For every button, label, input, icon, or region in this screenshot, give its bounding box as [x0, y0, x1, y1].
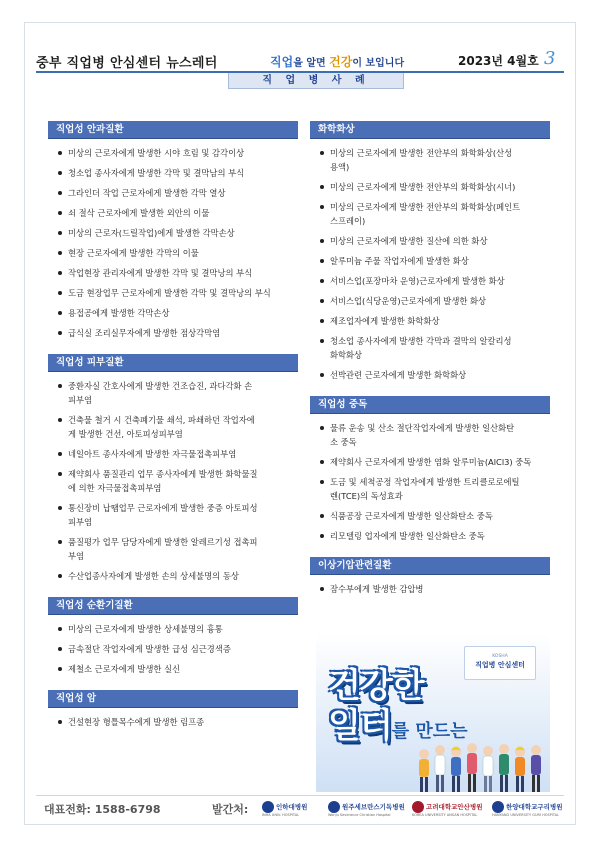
case-item-text: 건축물 철거 시 건축폐기물 쇄석, 파쇄하던 작업자에 — [68, 415, 255, 425]
case-item — [56, 286, 298, 300]
bullet-icon — [320, 480, 324, 484]
worker-figure — [451, 747, 461, 793]
case-item-text: 식품공장 근로자에게 발생한 일산화탄소 중독 — [330, 511, 493, 521]
logo-text: 직업병 안심센터 — [475, 661, 525, 669]
contact-phone: 대표전화: 1588-6798 — [44, 803, 161, 816]
case-item — [318, 274, 550, 288]
bullet-icon — [320, 587, 324, 591]
case-item — [56, 306, 298, 320]
case-item — [56, 226, 298, 240]
banner-line-1: 건강한 — [328, 666, 424, 706]
case-item-text: 품질평가 업무 담당자에게 발생한 알레르기성 접촉피 — [68, 537, 258, 547]
case-item — [318, 582, 550, 596]
case-item-text: 네일아트 종사자에게 발생한 자극물접촉피부염 — [68, 449, 237, 459]
section-title: 직 업 병 사 례 — [228, 73, 404, 89]
center-logo — [464, 646, 536, 680]
case-item — [56, 379, 298, 407]
case-item — [318, 334, 550, 362]
bullet-icon — [58, 667, 62, 671]
case-item-text: 피부염 — [68, 517, 93, 527]
bullet-icon — [320, 373, 324, 377]
workers-illustration — [414, 740, 550, 792]
case-item-text: 미상의 근로자에게 발생한 전안부의 화학화상(산성 — [330, 148, 513, 158]
case-item — [56, 642, 298, 656]
case-item-text: 게 발생한 건선, 아토피성피부염 — [68, 429, 183, 439]
case-item-text: 중환자실 간호사에게 발생한 건조습진, 과다각화 손 — [68, 381, 253, 391]
case-item — [318, 234, 550, 248]
bullet-icon — [58, 151, 62, 155]
case-item — [318, 475, 550, 503]
section-header: 직업성 안과질환 — [48, 121, 298, 139]
case-item-text: 서비스업(포장마차 운영)근로자에게 발생한 화상 — [330, 276, 505, 286]
campaign-banner — [316, 634, 550, 792]
case-item — [56, 266, 298, 280]
case-item-text: 건설현장 형틀목수에게 발생한 림프종 — [68, 717, 205, 727]
case-item-text: 알루미늄 주물 작업자에게 발생한 화상 — [330, 256, 469, 266]
case-item-text: 미상의 근로자에게 발생한 전안부의 화학화상(시너) — [330, 182, 516, 192]
section-header: 화학화상 — [310, 121, 550, 139]
bullet-icon — [320, 259, 324, 263]
worker-figure — [499, 744, 509, 792]
case-item-text: 그라인더 작업 근로자에게 발생한 각막 열상 — [68, 188, 226, 198]
bullet-icon — [58, 720, 62, 724]
case-item — [56, 186, 298, 200]
bullet-icon — [58, 627, 62, 631]
case-item — [56, 326, 298, 340]
bullet-icon — [58, 418, 62, 422]
case-item-text: 급식실 조리실무자에게 발생한 점상각막염 — [68, 328, 221, 338]
case-item — [56, 146, 298, 160]
banner-line-2-tail: 를 만드는 — [391, 721, 468, 742]
hospital-name: 고려대학교안산병원 — [426, 803, 483, 811]
case-item — [318, 180, 550, 194]
case-item-text: 리모델링 업자에게 발생한 일산화탄소 중독 — [330, 531, 485, 541]
case-item — [56, 413, 298, 441]
newsletter-title: 중부 직업병 안심센터 뉴스레터 — [36, 56, 218, 71]
case-item-text: 미상의 근로자에게 발생한 전안부의 화학화상(페인트 — [330, 202, 521, 212]
bullet-icon — [58, 331, 62, 335]
case-item — [318, 509, 550, 523]
case-item-text: 화학화상 — [330, 350, 363, 360]
case-item-text: 제조업자에게 발생한 화학화상 — [330, 316, 440, 326]
bullet-icon — [58, 251, 62, 255]
hospital-name-en: Wonju Severance Christian Hospital — [328, 813, 391, 817]
bullet-icon — [58, 311, 62, 315]
case-item-text: 미상의 근로자에게 발생한 시야 흐림 및 감각이상 — [68, 148, 245, 158]
bullet-icon — [58, 231, 62, 235]
bullet-icon — [58, 472, 62, 476]
case-item — [56, 715, 298, 729]
case-item-text: 도금 및 세척공정 작업자에게 발생한 트리클로로에틸 — [330, 477, 520, 487]
case-item-text: 작업현장 관리자에게 발생한 각막 및 결막낭의 부식 — [68, 268, 253, 278]
footer-divider — [36, 795, 564, 796]
logo-org: KOSHA — [492, 654, 508, 659]
case-item-text: 물류 운송 및 산소 절단작업자에게 발생한 일산화탄 — [330, 423, 515, 433]
hospital-logo — [492, 801, 563, 819]
case-item-text: 피부염 — [68, 395, 93, 405]
issue-date: 2023년 4월호 — [458, 54, 539, 68]
section-header: 직업성 순환기질환 — [48, 597, 298, 615]
bullet-icon — [320, 460, 324, 464]
hospital-name: 한양대학교구리병원 — [506, 803, 563, 811]
case-item — [318, 200, 550, 228]
case-item-text: 부염 — [68, 551, 85, 561]
bullet-icon — [320, 514, 324, 518]
bullet-icon — [320, 319, 324, 323]
case-item — [318, 421, 550, 449]
bullet-icon — [58, 191, 62, 195]
case-item — [56, 501, 298, 529]
case-item-text: 수산업종사자에게 발생한 손의 상세불명의 동상 — [68, 571, 239, 581]
case-item — [56, 535, 298, 563]
hospital-name: 인하대병원 — [276, 803, 308, 811]
case-item-text: 용액) — [330, 162, 350, 172]
hospital-emblem-icon — [492, 801, 504, 813]
slogan-keyword-1: 직업 — [270, 55, 294, 69]
case-item — [318, 294, 550, 308]
publisher-label: 발간처: — [212, 803, 249, 816]
case-item-text: 제약회사 품질관리 업무 종사자에게 발생한 화학물질 — [68, 469, 258, 479]
bullet-icon — [320, 339, 324, 343]
hospital-emblem-icon — [412, 801, 424, 813]
hospital-logo — [412, 801, 483, 819]
bullet-icon — [320, 299, 324, 303]
worker-figure — [483, 746, 493, 792]
slogan — [270, 53, 404, 70]
case-item-text: 서비스업(식당운영)근로자에게 발생한 화상 — [330, 296, 487, 306]
hospital-name-en: INHA UNIV. HOSPITAL — [262, 813, 300, 817]
worker-figure — [419, 749, 429, 792]
case-item — [318, 314, 550, 328]
hospital-logo — [262, 801, 307, 819]
hospital-logo — [328, 801, 405, 819]
case-item — [56, 246, 298, 260]
case-item-text: 통신장비 납땜업무 근로자에게 발생한 중증 아토피성 — [68, 503, 258, 513]
case-item — [318, 529, 550, 543]
case-item — [56, 467, 298, 495]
banner-line-2-main: 일터 — [328, 706, 392, 746]
hospital-emblem-icon — [328, 801, 340, 813]
case-item-text: 미상의 근로자(드릴작업)에게 발생한 각막손상 — [68, 228, 235, 238]
bullet-icon — [58, 452, 62, 456]
section-header: 직업성 암 — [48, 690, 298, 708]
case-item — [56, 447, 298, 461]
case-item — [318, 254, 550, 268]
case-item-text: 제약회사 근로자에게 발생한 염화 알루미늄(AlCl3) 중독 — [330, 457, 532, 467]
bullet-icon — [58, 506, 62, 510]
case-item — [56, 662, 298, 676]
case-item — [56, 569, 298, 583]
worker-figure — [467, 743, 477, 792]
case-item-text: 용접공에게 발생한 각막손상 — [68, 308, 170, 318]
case-item-text: 청소업 종사자에게 발생한 각막 및 결막남의 부식 — [68, 168, 245, 178]
section-header: 이상기압관련질환 — [310, 557, 550, 575]
bullet-icon — [320, 534, 324, 538]
case-item — [318, 455, 550, 469]
case-item-text: 에 의한 자극물접촉피부염 — [68, 483, 162, 493]
case-item-text: 제철소 근로자에게 발생한 실신 — [68, 664, 181, 674]
hospital-name: 원주세브란스기독병원 — [342, 803, 405, 811]
case-item-text: 쇠 절삭 근로자에게 발생한 외안의 이물 — [68, 208, 210, 218]
case-item-text: 선박관련 근로자에게 발생한 화학화상 — [330, 370, 467, 380]
bullet-icon — [320, 279, 324, 283]
slogan-mid: 을 알면 — [293, 58, 330, 69]
bullet-icon — [320, 239, 324, 243]
case-item — [56, 622, 298, 636]
section-header: 직업성 중독 — [310, 396, 550, 414]
case-item-text: 렌(TCE)의 독성효과 — [330, 491, 403, 501]
case-item-text: 현장 근로자에게 발생한 각막의 이물 — [68, 248, 199, 258]
bullet-icon — [58, 211, 62, 215]
bullet-icon — [58, 384, 62, 388]
case-item — [318, 368, 550, 382]
bullet-icon — [320, 426, 324, 430]
case-item-text: 도금 현장업무 근로자에게 발생한 각막 및 결막낭의 부식 — [68, 288, 271, 298]
page-number: 3 — [544, 48, 556, 69]
case-item-text: 소 중독 — [330, 437, 357, 447]
worker-figure — [515, 747, 525, 793]
bullet-icon — [58, 574, 62, 578]
case-item — [56, 206, 298, 220]
hospital-emblem-icon — [262, 801, 274, 813]
slogan-end: 이 보입니다 — [352, 58, 405, 69]
bullet-icon — [58, 647, 62, 651]
bullet-icon — [320, 205, 324, 209]
hospital-name-en: KOREA UNIVERSITY ANSAN HOSPITAL — [412, 813, 478, 817]
hospital-name-en: HANYANG UNIVERSITY GURI HOSPITAL — [492, 813, 560, 817]
case-item-text: 잠수부에게 발생한 감압병 — [330, 584, 424, 594]
worker-figure — [531, 745, 541, 792]
bullet-icon — [58, 291, 62, 295]
bullet-icon — [58, 271, 62, 275]
bullet-icon — [320, 151, 324, 155]
bullet-icon — [320, 185, 324, 189]
case-item — [56, 166, 298, 180]
newsletter-header — [36, 50, 564, 72]
section-header: 직업성 피부질환 — [48, 354, 298, 372]
bullet-icon — [58, 171, 62, 175]
case-item-text: 미상의 근로자에게 발생한 상세불명의 흉통 — [68, 624, 223, 634]
worker-figure — [435, 745, 445, 792]
case-item — [318, 146, 550, 174]
slogan-keyword-2: 건강 — [329, 55, 353, 69]
case-item-text: 미상의 근로자에게 발생한 질산에 의한 화상 — [330, 236, 488, 246]
bullet-icon — [58, 540, 62, 544]
case-item-text: 청소업 종사자에게 발생한 각막과 결막의 알칼리성 — [330, 336, 512, 346]
case-item-text: 스프레이) — [330, 216, 366, 226]
case-item-text: 금속절단 작업자에게 발생한 급성 심근경색증 — [68, 644, 231, 654]
